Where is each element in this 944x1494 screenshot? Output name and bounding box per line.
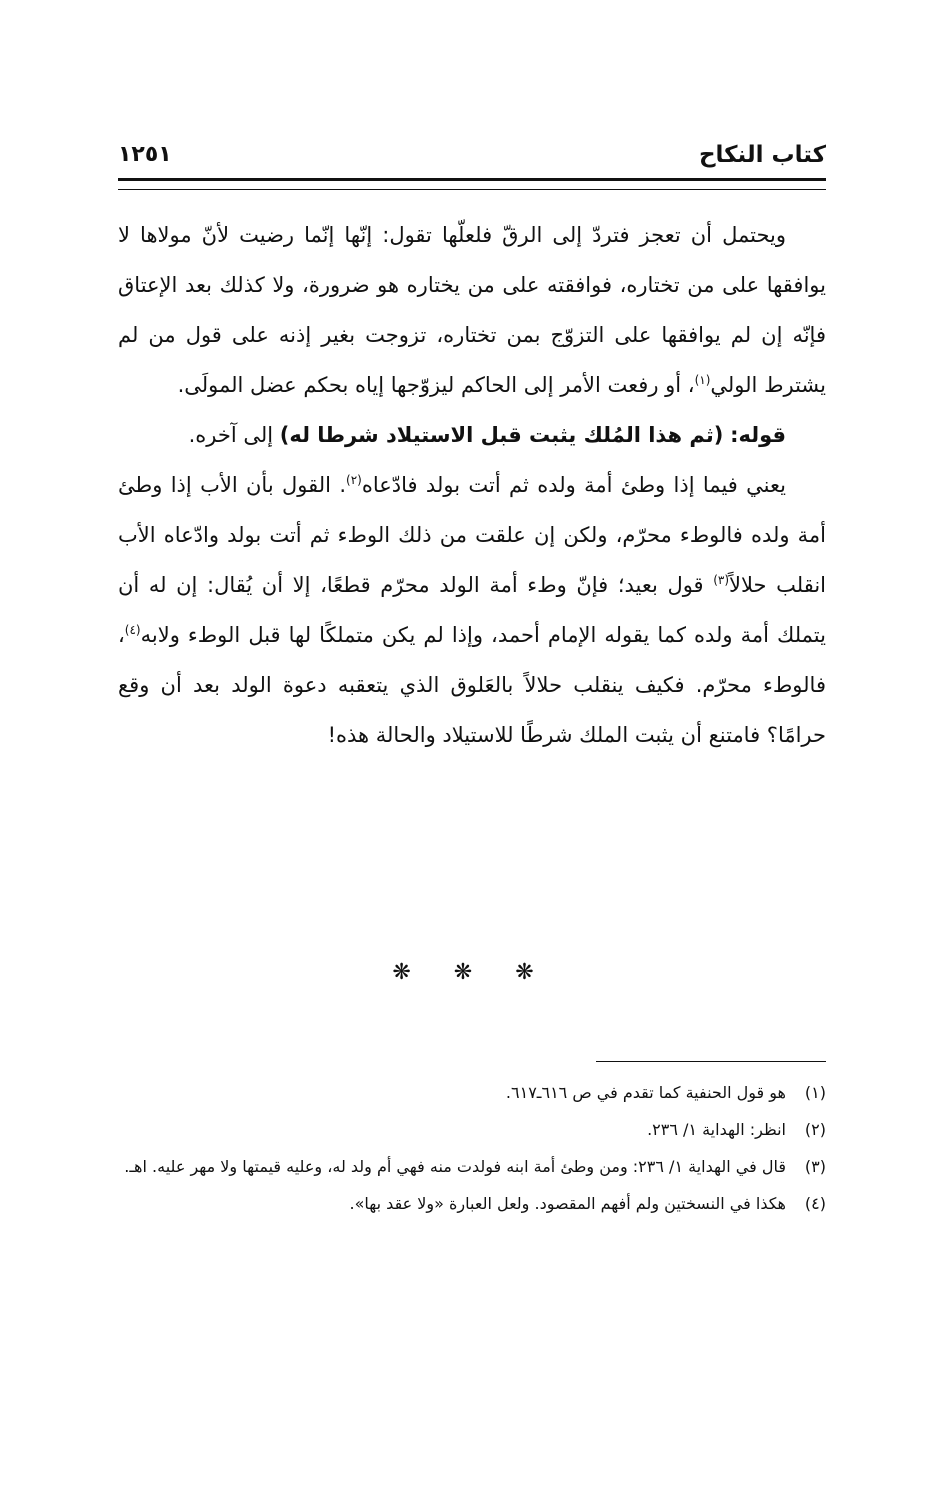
- main-text: [118, 210, 826, 760]
- footnote-text: قال في الهداية ١/ ٢٣٦: ومن وطئ أمة ابنه فولدت منه فهي أم ولد له، وعليه قيمتها ولا مهر عليه. اهـ.: [124, 1157, 786, 1176]
- footnote-rule: [596, 1061, 826, 1062]
- quote-label: قوله:: [730, 423, 786, 447]
- text-run: ، فالوطء محرّم. فكيف ينقلب حلالاً بالعَلوق الذي يتعقبه دعوة الولد بعد أن وقع حرامًا؟ فامتنع أن يثبت الملك شرطًا للاستيلاد والحالة هذه!: [118, 623, 826, 747]
- footnote: [118, 1074, 826, 1111]
- footnote-number: (١): [804, 1083, 826, 1102]
- footnote-number: (٢): [804, 1120, 826, 1139]
- text-run: يعني فيما إذا وطئ أمة ولده ثم أتت بولد فادّعاه: [361, 473, 786, 497]
- quoted-text: (ثم هذا المُلك يثبت قبل الاستيلاد شرطا له): [279, 423, 724, 447]
- text-run: إلى آخره.: [188, 423, 274, 447]
- footnote-number: (٤): [804, 1194, 826, 1213]
- footnote-text: هكذا في النسختين ولم أفهم المقصود. ولعل العبارة «ولا عقد بها».: [349, 1194, 786, 1213]
- footnote: [118, 1185, 826, 1222]
- header-double-rule: [118, 178, 826, 190]
- footnote-text: هو قول الحنفية كما تقدم في ص ٦١٦ـ٦١٧.: [505, 1083, 786, 1102]
- footnote: [118, 1148, 826, 1185]
- text-run: . القول بأن الأب إذا وطئ أمة ولده فالوطء محرّم، ولكن إن علقت من ذلك الوطء ثم أتت بولد وادّعاه الأب انقلب حلالاً: [118, 473, 827, 597]
- footnote-ref: (٢): [346, 473, 362, 487]
- footnote-ref: (١): [694, 373, 711, 387]
- text-run: قول بعيد؛ فإنّ وطء أمة الولد محرّم قطعًا، إلا أن يُقال: إن له أن يتملك أمة ولده كما يقوله الإمام أحمد، وإذا لم يكن متملكًا لها قبل الوطء ولابه: [118, 573, 826, 647]
- paragraph: [118, 210, 826, 410]
- text-run: ، أو رفعت الأمر إلى الحاكم ليزوّجها إياه بحكم عضل المولَى.: [177, 373, 695, 397]
- footnote-ref: (٣): [713, 573, 730, 587]
- paragraph: [118, 410, 826, 460]
- footnote: [118, 1111, 826, 1148]
- page-number: ١٢٥١: [118, 142, 172, 167]
- text-run: ويحتمل أن تعجز فتردّ إلى الرقّ فلعلّها تقول: إنّها إنّما رضيت لأنّ مولاها لا يوافقها على من تختاره، فوافقته على من يختاره هو ضرورة، ولا كذلك بعد الإعتاق فإنّه إن لم يوافقها على التزوّج بمن تختاره، تزوجت بغير إذنه على قول من لم يشترط الولي: [118, 223, 826, 397]
- footnotes: [118, 1074, 826, 1222]
- footnote-text: انظر: الهداية ١/ ٢٣٦.: [647, 1120, 786, 1139]
- section-separator: ❋ ❋ ❋: [392, 960, 552, 985]
- running-header: [118, 142, 826, 172]
- footnote-number: (٣): [804, 1157, 826, 1176]
- paragraph: [118, 460, 826, 760]
- chapter-title: كتاب النكاح: [698, 142, 826, 168]
- footnote-ref: (٤): [124, 623, 141, 637]
